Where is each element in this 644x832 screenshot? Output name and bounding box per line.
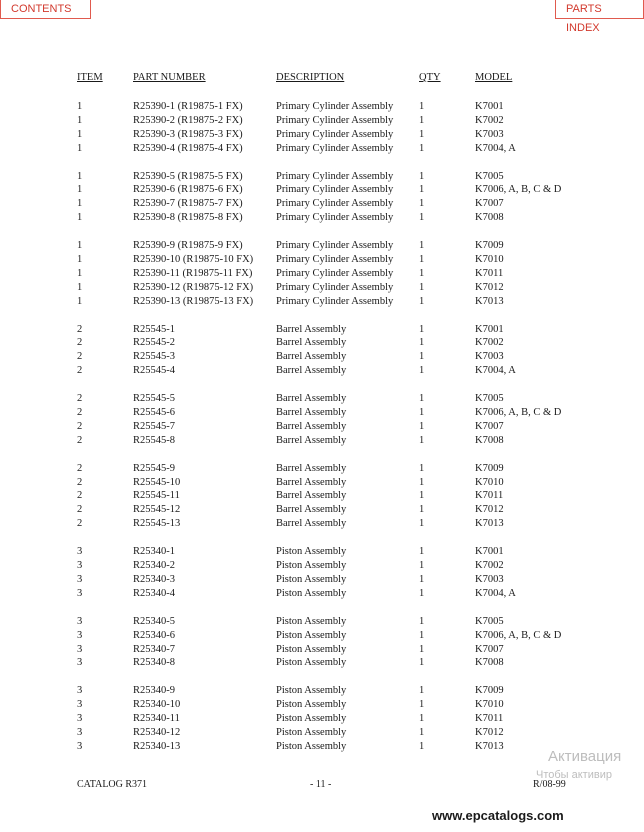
cell-qty: 1 xyxy=(419,476,425,488)
cell-description: Barrel Assembly xyxy=(276,490,347,502)
cell-model: K7012 xyxy=(475,726,504,738)
cell-part-number: R25340-8 xyxy=(133,657,175,669)
cell-part-number: R25545-9 xyxy=(133,462,175,474)
cell-part-number: R25390-5 (R19875-5 FX) xyxy=(133,170,243,182)
cell-qty: 1 xyxy=(419,434,425,446)
cell-description: Primary Cylinder Assembly xyxy=(276,212,394,224)
table-row xyxy=(0,406,644,420)
cell-item: 2 xyxy=(77,351,83,363)
table-row xyxy=(0,211,644,225)
cell-item: 1 xyxy=(77,184,83,196)
cell-model: K7009 xyxy=(475,685,504,697)
cell-description: Piston Assembly xyxy=(276,699,347,711)
cell-qty: 1 xyxy=(419,254,425,266)
cell-model: K7008 xyxy=(475,212,504,224)
cell-model: K7002 xyxy=(475,337,504,349)
cell-item: 3 xyxy=(77,657,83,669)
cell-part-number: R25390-8 (R19875-8 FX) xyxy=(133,212,243,224)
cell-item: 2 xyxy=(77,476,83,488)
cell-qty: 1 xyxy=(419,295,425,307)
cell-part-number: R25340-10 xyxy=(133,699,181,711)
cell-qty: 1 xyxy=(419,142,425,154)
cell-item: 1 xyxy=(77,101,83,112)
table-row xyxy=(0,629,644,643)
cell-description: Primary Cylinder Assembly xyxy=(276,254,394,266)
cell-item: 2 xyxy=(77,462,83,474)
cell-part-number: R25390-6 (R19875-6 FX) xyxy=(133,184,243,196)
table-row xyxy=(0,489,644,503)
cell-part-number: R25545-10 xyxy=(133,476,181,488)
header-part-number: PART NUMBER xyxy=(133,72,206,83)
cell-item: 2 xyxy=(77,365,83,377)
cell-description: Primary Cylinder Assembly xyxy=(276,240,394,252)
cell-part-number: R25340-2 xyxy=(133,560,175,572)
cell-part-number: R25545-12 xyxy=(133,504,181,516)
table-row xyxy=(0,684,644,698)
cell-part-number: R25390-7 (R19875-7 FX) xyxy=(133,198,243,210)
cell-model: K7002 xyxy=(475,114,504,126)
cell-model: K7008 xyxy=(475,657,504,669)
row-group xyxy=(0,239,644,308)
cell-item: 3 xyxy=(77,685,83,697)
cell-qty: 1 xyxy=(419,128,425,140)
row-group xyxy=(0,462,644,531)
table-row xyxy=(0,142,644,156)
cell-description: Piston Assembly xyxy=(276,726,347,738)
table-row xyxy=(0,712,644,726)
header-description: DESCRIPTION xyxy=(276,72,345,83)
cell-description: Piston Assembly xyxy=(276,546,347,558)
table-row xyxy=(0,615,644,629)
cell-part-number: R25545-5 xyxy=(133,393,175,405)
table-row xyxy=(0,726,644,740)
watermark-line-2: Чтобы активир xyxy=(536,769,612,781)
cell-qty: 1 xyxy=(419,560,425,572)
cell-item: 1 xyxy=(77,198,83,210)
cell-part-number: R25545-4 xyxy=(133,365,175,377)
cell-item: 3 xyxy=(77,726,83,738)
cell-model: K7012 xyxy=(475,504,504,516)
cell-qty: 1 xyxy=(419,114,425,126)
cell-qty: 1 xyxy=(419,393,425,405)
revision-date: R/08-99 xyxy=(533,779,566,790)
cell-qty: 1 xyxy=(419,101,425,112)
table-row xyxy=(0,253,644,267)
cell-qty: 1 xyxy=(419,587,425,599)
table-row xyxy=(0,281,644,295)
cell-model: K7005 xyxy=(475,393,504,405)
cell-qty: 1 xyxy=(419,365,425,377)
table-row xyxy=(0,323,644,337)
cell-qty: 1 xyxy=(419,281,425,293)
cell-model: K7007 xyxy=(475,198,504,210)
cell-part-number: R25340-9 xyxy=(133,685,175,697)
cell-description: Barrel Assembly xyxy=(276,462,347,474)
cell-part-number: R25340-4 xyxy=(133,587,175,599)
table-row xyxy=(0,698,644,712)
cell-model: K7001 xyxy=(475,101,504,112)
parts-table xyxy=(0,100,644,768)
row-group xyxy=(0,684,644,753)
watermark-line-1: Активация xyxy=(548,748,622,765)
table-row xyxy=(0,295,644,309)
table-row xyxy=(0,476,644,490)
cell-item: 2 xyxy=(77,407,83,419)
cell-item: 1 xyxy=(77,114,83,126)
table-row xyxy=(0,364,644,378)
cell-description: Primary Cylinder Assembly xyxy=(276,142,394,154)
cell-item: 2 xyxy=(77,434,83,446)
cell-part-number: R25390-12 (R19875-12 FX) xyxy=(133,281,254,293)
cell-qty: 1 xyxy=(419,518,425,530)
table-row xyxy=(0,350,644,364)
catalog-number: CATALOG R371 xyxy=(77,779,148,790)
row-group xyxy=(0,392,644,448)
cell-model: K7013 xyxy=(475,295,504,307)
cell-model: K7012 xyxy=(475,281,504,293)
cell-item: 2 xyxy=(77,393,83,405)
cell-model: K7006, A, B, C & D xyxy=(475,184,562,196)
table-header xyxy=(0,72,644,86)
cell-qty: 1 xyxy=(419,713,425,725)
cell-model: K7003 xyxy=(475,128,504,140)
table-row xyxy=(0,336,644,350)
cell-model: K7005 xyxy=(475,615,504,627)
cell-item: 3 xyxy=(77,740,83,752)
cell-description: Barrel Assembly xyxy=(276,504,347,516)
cell-qty: 1 xyxy=(419,726,425,738)
table-row xyxy=(0,587,644,601)
row-group xyxy=(0,615,644,671)
cell-description: Primary Cylinder Assembly xyxy=(276,198,394,210)
cell-part-number: R25390-3 (R19875-3 FX) xyxy=(133,128,243,140)
cell-description: Barrel Assembly xyxy=(276,393,347,405)
cell-part-number: R25340-7 xyxy=(133,643,175,655)
cell-description: Primary Cylinder Assembly xyxy=(276,267,394,279)
cell-description: Primary Cylinder Assembly xyxy=(276,101,394,112)
cell-description: Barrel Assembly xyxy=(276,337,347,349)
cell-model: K7003 xyxy=(475,573,504,585)
cell-qty: 1 xyxy=(419,699,425,711)
cell-item: 3 xyxy=(77,587,83,599)
cell-description: Piston Assembly xyxy=(276,587,347,599)
cell-description: Barrel Assembly xyxy=(276,420,347,432)
cell-description: Piston Assembly xyxy=(276,685,347,697)
cell-part-number: R25545-3 xyxy=(133,351,175,363)
cell-item: 2 xyxy=(77,420,83,432)
cell-model: K7006, A, B, C & D xyxy=(475,407,562,419)
cell-model: K7004, A xyxy=(475,587,516,599)
cell-qty: 1 xyxy=(419,685,425,697)
cell-description: Barrel Assembly xyxy=(276,351,347,363)
cell-qty: 1 xyxy=(419,267,425,279)
cell-model: K7011 xyxy=(475,713,504,725)
cell-part-number: R25545-13 xyxy=(133,518,181,530)
cell-part-number: R25390-9 (R19875-9 FX) xyxy=(133,240,243,252)
cell-description: Primary Cylinder Assembly xyxy=(276,184,394,196)
cell-item: 3 xyxy=(77,629,83,641)
cell-part-number: R25545-8 xyxy=(133,434,175,446)
activation-watermark xyxy=(536,748,622,781)
cell-model: K7002 xyxy=(475,560,504,572)
cell-model: K7009 xyxy=(475,240,504,252)
cell-description: Barrel Assembly xyxy=(276,434,347,446)
cell-item: 3 xyxy=(77,699,83,711)
table-row xyxy=(0,517,644,531)
cell-description: Barrel Assembly xyxy=(276,518,347,530)
cell-qty: 1 xyxy=(419,170,425,182)
cell-item: 2 xyxy=(77,337,83,349)
cell-item: 1 xyxy=(77,254,83,266)
cell-description: Piston Assembly xyxy=(276,643,347,655)
cell-description: Primary Cylinder Assembly xyxy=(276,128,394,140)
table-row xyxy=(0,462,644,476)
row-group xyxy=(0,323,644,379)
table-row xyxy=(0,128,644,142)
cell-part-number: R25390-10 (R19875-10 FX) xyxy=(133,254,254,266)
table-row xyxy=(0,643,644,657)
cell-qty: 1 xyxy=(419,420,425,432)
cell-qty: 1 xyxy=(419,615,425,627)
cell-item: 1 xyxy=(77,128,83,140)
row-group xyxy=(0,100,644,156)
cell-qty: 1 xyxy=(419,337,425,349)
cell-model: K7001 xyxy=(475,323,504,335)
cell-item: 1 xyxy=(77,295,83,307)
cell-qty: 1 xyxy=(419,740,425,752)
cell-model: K7007 xyxy=(475,420,504,432)
cell-part-number: R25340-11 xyxy=(133,713,180,725)
cell-part-number: R25390-2 (R19875-2 FX) xyxy=(133,114,243,126)
cell-qty: 1 xyxy=(419,212,425,224)
cell-qty: 1 xyxy=(419,351,425,363)
cell-qty: 1 xyxy=(419,462,425,474)
table-row xyxy=(0,183,644,197)
cell-qty: 1 xyxy=(419,643,425,655)
cell-part-number: R25390-4 (R19875-4 FX) xyxy=(133,142,243,154)
cell-item: 3 xyxy=(77,643,83,655)
cell-description: Primary Cylinder Assembly xyxy=(276,281,394,293)
cell-model: K7013 xyxy=(475,740,504,752)
cell-qty: 1 xyxy=(419,504,425,516)
cell-part-number: R25390-11 (R19875-11 FX) xyxy=(133,267,253,279)
header-qty: QTY xyxy=(419,72,441,83)
cell-description: Piston Assembly xyxy=(276,615,347,627)
cell-description: Barrel Assembly xyxy=(276,323,347,335)
cell-description: Primary Cylinder Assembly xyxy=(276,170,394,182)
cell-item: 2 xyxy=(77,518,83,530)
cell-part-number: R25340-5 xyxy=(133,615,175,627)
table-row xyxy=(0,656,644,670)
cell-item: 1 xyxy=(77,267,83,279)
row-group xyxy=(0,545,644,601)
cell-description: Barrel Assembly xyxy=(276,476,347,488)
cell-qty: 1 xyxy=(419,323,425,335)
cell-part-number: R25545-11 xyxy=(133,490,180,502)
cell-model: K7004, A xyxy=(475,142,516,154)
table-row xyxy=(0,573,644,587)
table-row xyxy=(0,267,644,281)
cell-model: K7001 xyxy=(475,546,504,558)
cell-qty: 1 xyxy=(419,407,425,419)
cell-model: K7010 xyxy=(475,476,504,488)
cell-description: Barrel Assembly xyxy=(276,365,347,377)
cell-item: 1 xyxy=(77,240,83,252)
cell-qty: 1 xyxy=(419,657,425,669)
cell-item: 1 xyxy=(77,212,83,224)
cell-model: K7005 xyxy=(475,170,504,182)
table-row xyxy=(0,392,644,406)
cell-part-number: R25390-1 (R19875-1 FX) xyxy=(133,101,243,112)
cell-description: Piston Assembly xyxy=(276,713,347,725)
cell-model: K7006, A, B, C & D xyxy=(475,629,562,641)
cell-item: 1 xyxy=(77,170,83,182)
cell-item: 3 xyxy=(77,546,83,558)
cell-item: 3 xyxy=(77,713,83,725)
cell-model: K7010 xyxy=(475,699,504,711)
cell-qty: 1 xyxy=(419,240,425,252)
cell-model: K7008 xyxy=(475,434,504,446)
parts-index-button[interactable]: PARTS INDEX xyxy=(555,0,644,19)
cell-item: 2 xyxy=(77,504,83,516)
table-row xyxy=(0,100,644,114)
cell-part-number: R25340-13 xyxy=(133,740,181,752)
cell-qty: 1 xyxy=(419,546,425,558)
table-row xyxy=(0,434,644,448)
cell-model: K7011 xyxy=(475,490,504,502)
cell-description: Piston Assembly xyxy=(276,629,347,641)
table-row xyxy=(0,197,644,211)
cell-qty: 1 xyxy=(419,184,425,196)
cell-model: K7010 xyxy=(475,254,504,266)
cell-description: Piston Assembly xyxy=(276,573,347,585)
cell-item: 3 xyxy=(77,560,83,572)
table-row xyxy=(0,170,644,184)
cell-qty: 1 xyxy=(419,629,425,641)
table-row xyxy=(0,503,644,517)
header-model: MODEL xyxy=(475,72,513,83)
cell-model: K7004, A xyxy=(475,365,516,377)
cell-part-number: R25545-2 xyxy=(133,337,175,349)
cell-description: Primary Cylinder Assembly xyxy=(276,295,394,307)
cell-qty: 1 xyxy=(419,198,425,210)
cell-part-number: R25340-6 xyxy=(133,629,175,641)
cell-item: 1 xyxy=(77,142,83,154)
cell-model: K7007 xyxy=(475,643,504,655)
table-row xyxy=(0,559,644,573)
cell-part-number: R25545-1 xyxy=(133,323,175,335)
cell-qty: 1 xyxy=(419,573,425,585)
cell-description: Piston Assembly xyxy=(276,657,347,669)
cell-part-number: R25340-12 xyxy=(133,726,181,738)
cell-model: K7003 xyxy=(475,351,504,363)
cell-item: 2 xyxy=(77,323,83,335)
page-footer xyxy=(0,779,644,793)
cell-part-number: R25340-3 xyxy=(133,573,175,585)
cell-item: 3 xyxy=(77,573,83,585)
row-group xyxy=(0,170,644,226)
cell-part-number: R25545-6 xyxy=(133,407,175,419)
cell-model: K7011 xyxy=(475,267,504,279)
cell-qty: 1 xyxy=(419,490,425,502)
table-row xyxy=(0,239,644,253)
cell-item: 1 xyxy=(77,281,83,293)
cell-item: 3 xyxy=(77,615,83,627)
cell-item: 2 xyxy=(77,490,83,502)
cell-model: K7013 xyxy=(475,518,504,530)
table-row xyxy=(0,114,644,128)
site-link[interactable]: www.epcatalogs.com xyxy=(432,808,564,823)
cell-part-number: R25340-1 xyxy=(133,546,175,558)
cell-description: Piston Assembly xyxy=(276,740,347,752)
cell-part-number: R25390-13 (R19875-13 FX) xyxy=(133,295,254,307)
table-row xyxy=(0,420,644,434)
contents-button[interactable]: CONTENTS xyxy=(0,0,91,19)
cell-description: Primary Cylinder Assembly xyxy=(276,114,394,126)
cell-model: K7009 xyxy=(475,462,504,474)
table-row xyxy=(0,545,644,559)
cell-description: Barrel Assembly xyxy=(276,407,347,419)
page-number: - 11 - xyxy=(310,779,332,790)
header-item: ITEM xyxy=(77,72,103,83)
cell-part-number: R25545-7 xyxy=(133,420,175,432)
cell-description: Piston Assembly xyxy=(276,560,347,572)
